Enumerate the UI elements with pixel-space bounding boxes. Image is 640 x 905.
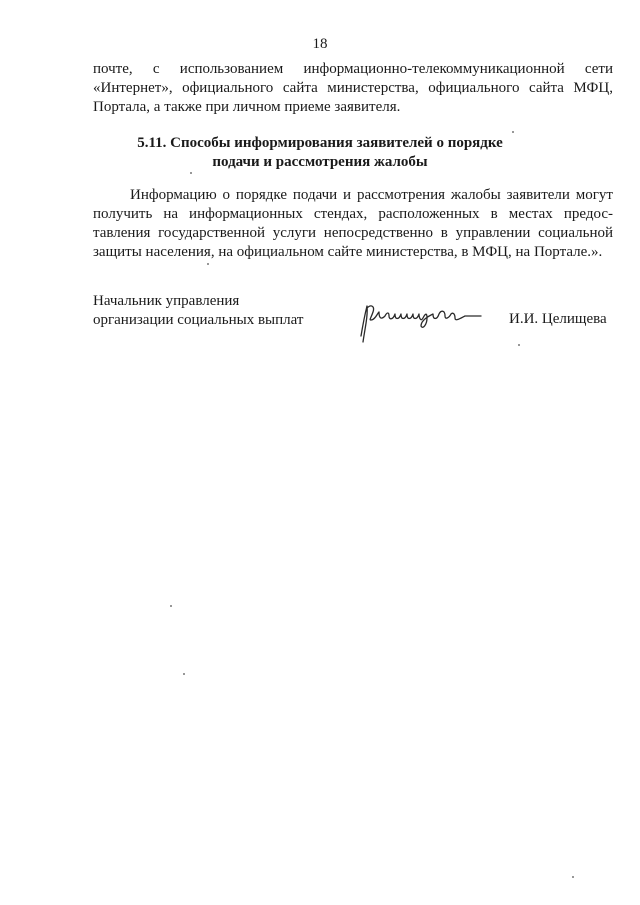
signatory-position-line: Начальник управления: [93, 293, 240, 309]
section-heading-line: подачи и рассмотрения жалобы: [212, 154, 428, 170]
scan-speck: [183, 673, 185, 675]
scan-speck: [207, 263, 209, 265]
section-heading-line: 5.11. Способы информирования заявителей о порядке: [137, 135, 503, 151]
scan-speck: [518, 344, 520, 346]
body-line: Информацию о порядке подачи и рассмотрения жалобы заявители могут: [130, 187, 613, 203]
body-line: тавления государственной услуги непосредственно в управлении социальной: [93, 225, 613, 241]
scan-speck: [190, 172, 192, 174]
signatory-name: И.И. Целищева: [509, 311, 607, 327]
handwritten-signature: [357, 296, 487, 348]
body-line: получить на информационных стендах, расположенных в местах предос-: [93, 206, 613, 222]
body-line: защиты населения, на официальном сайте министерства, в МФЦ, на Портале.».: [93, 244, 603, 260]
intro-line: Портала, а также при личном приеме заявителя.: [93, 99, 401, 115]
intro-paragraph: [93, 60, 613, 117]
scan-speck: [572, 876, 574, 878]
signatory-position-line: организации социальных выплат: [93, 312, 304, 328]
intro-line: «Интернет», официального сайта министерства, официального сайта МФЦ,: [93, 80, 613, 96]
body-paragraph: [93, 186, 613, 262]
page-number: 18: [312, 36, 328, 52]
scan-speck: [170, 605, 172, 607]
section-heading: [0, 134, 640, 172]
intro-line: почте, с использованием информационно-телекоммуникационной сети: [93, 61, 613, 77]
signatory-position: [93, 292, 303, 330]
scan-speck: [512, 131, 514, 133]
